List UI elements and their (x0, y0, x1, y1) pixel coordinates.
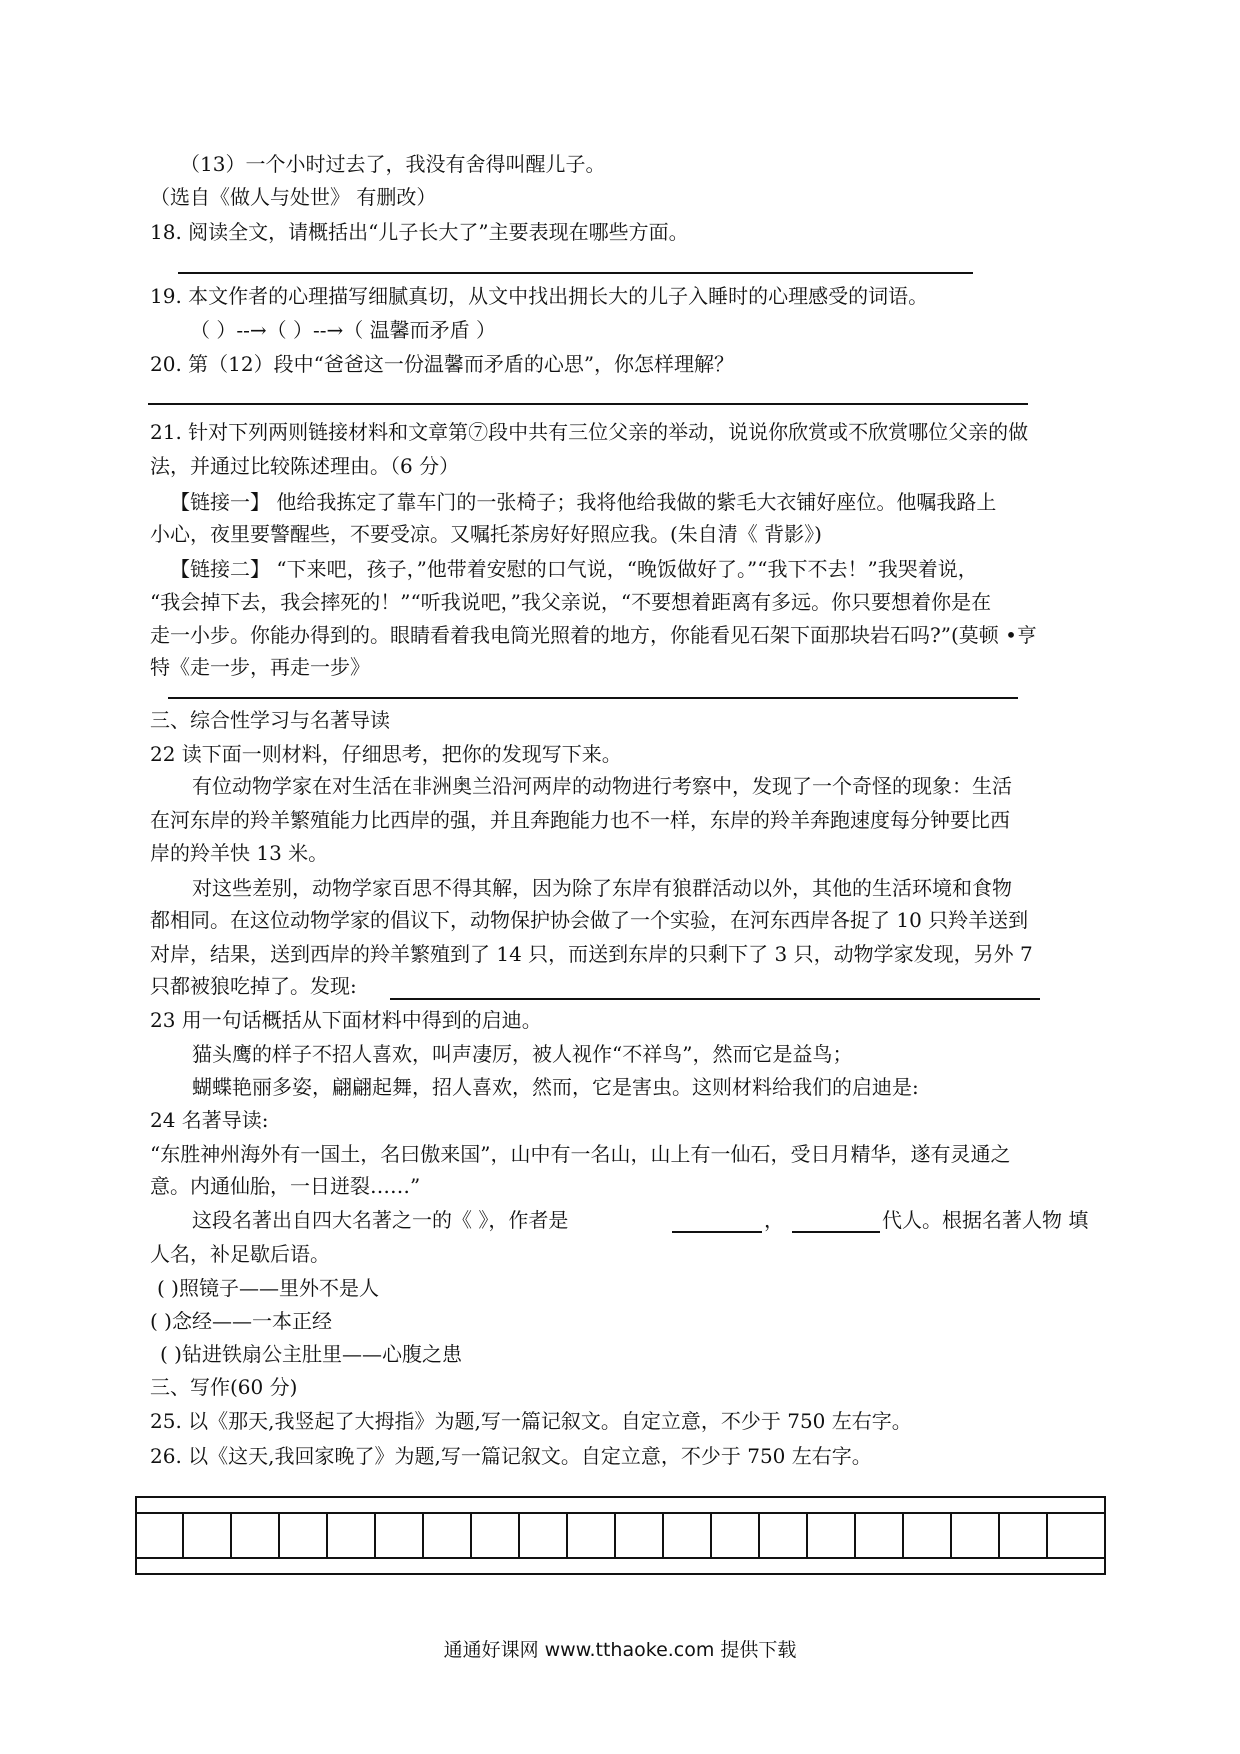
text-line: 有位动物学家在对生活在非洲奥兰沿河两岸的动物进行考察中，发现了一个奇怪的现象：生活 (192, 774, 1012, 798)
text-line: 对这些差别，动物学家百思不得其解，因为除了东岸有狼群活动以外，其他的生活环境和食物 (192, 876, 1012, 900)
link-two: 【链接二】 “下来吧，孩子，”他带着安慰的口气说，“晚饭做好了。”“我下不去！”我哭着说， (170, 557, 978, 581)
text-line: 对岸，结果，送到西岸的羚羊繁殖到了 14 只，而送到东岸的只剩下了 3 只，动物学家发现，另外 7 (150, 942, 1033, 966)
text-line: 都相同。在这位动物学家的倡议下，动物保护协会做了一个实验，在河东西岸各捉了 10 只羚羊送到 (150, 908, 1029, 932)
section-heading: 三、写作(60 分) (150, 1375, 298, 1399)
text-line: 只都被狼吃掉了。发现: (150, 974, 357, 998)
xiehouyu-2: ( )念经——一本正经 (150, 1309, 332, 1333)
answer-blank (672, 1231, 762, 1233)
question-19-blanks: （ ）--→（ ）--→（ 温馨而矛盾 ） (190, 318, 496, 342)
xiehouyu-1: ( )照镜子——里外不是人 (157, 1276, 379, 1300)
answer-blank (792, 1231, 880, 1233)
text-line: 特《走一步，再走一步》 (150, 655, 370, 679)
text-line: 代人。根据名著人物 填 (882, 1208, 1089, 1232)
text-line: 猫头鹰的样子不招人喜欢，叫声凄厉，被人视作“不祥鸟”，然而它是益鸟； (192, 1042, 853, 1066)
text-line: “东胜神州海外有一国土，名曰傲来国”，山中有一名山，山上有一仙石，受日月精华，遂有灵通之 (150, 1142, 1011, 1166)
text-line: （13）一个小时过去了，我没有舍得叫醒儿子。 (180, 152, 606, 176)
question-26: 26. 以《这天,我回家晚了》为题,写一篇记叙文。自定立意，不少于 750 左右字。 (150, 1444, 872, 1468)
text-line: ， (764, 1208, 784, 1232)
text-line: 这段名著出自四大名著之一的《 》，作者是 (192, 1208, 569, 1232)
section-heading: 三、综合性学习与名著导读 (150, 708, 390, 732)
answer-line (178, 272, 973, 274)
answer-line (168, 697, 1018, 699)
text-line: “我会掉下去，我会摔死的！”“听我说吧，”我父亲说，“不要想着距离有多远。你只要想着你是在 (150, 590, 992, 614)
question-23: 23 用一句话概括从下面材料中得到的启迪。 (150, 1008, 542, 1032)
question-20: 20. 第（12）段中“爸爸这一份温馨而矛盾的心思”，你怎样理解？ (150, 352, 735, 376)
xiehouyu-3: ( )钻进铁扇公主肚里——心腹之患 (160, 1342, 462, 1366)
text-line: 人名，补足歇后语。 (150, 1242, 330, 1266)
question-22: 22 读下面一则材料，仔细思考，把你的发现写下来。 (150, 742, 622, 766)
text-line: 小心，夜里要警醒些，不要受凉。又嘱托茶房好好照应我。(朱自清《 背影》) (150, 522, 822, 546)
text-line: 走一小步。你能办得到的。眼睛看着我电筒光照着的地方，你能看见石架下面那块岩石吗?”(莫顿 •亨 (150, 623, 1037, 647)
text-line: 在河东岸的羚羊繁殖能力比西岸的强，并且奔跑能力也不一样，东岸的羚羊奔跑速度每分钟要比西 (150, 808, 1010, 832)
footer-source: 通通好课网 www.tthaoke.com 提供下载 (443, 1639, 797, 1661)
answer-line (390, 998, 1040, 1000)
question-18: 18. 阅读全文，请概括出“儿子长大了”主要表现在哪些方面。 (150, 220, 689, 244)
text-line: 法，并通过比较陈述理由。（6 分） (150, 454, 460, 478)
link-one: 【链接一】 他给我拣定了靠车门的一张椅子；我将他给我做的紫毛大衣铺好座位。他嘱我路上 (170, 490, 997, 514)
question-24: 24 名著导读: (150, 1108, 269, 1132)
answer-line (148, 403, 1028, 405)
text-line: 岸的羚羊快 13 米。 (150, 841, 329, 865)
question-21: 21. 针对下列两则链接材料和文章第⑦段中共有三位父亲的举动，说说你欣赏或不欣赏哪位父亲的做 (150, 420, 1029, 444)
writing-grid (135, 1496, 1106, 1575)
question-25: 25. 以《那天,我竖起了大拇指》为题,写一篇记叙文。自定立意，不少于 750 左右字。 (150, 1409, 912, 1433)
text-line: 意。内通仙胎，一日迸裂……” (150, 1174, 421, 1198)
question-19: 19. 本文作者的心理描写细腻真切，从文中找出拥长大的儿子入睡时的心理感受的词语。 (150, 284, 929, 308)
source-note: （选自《做人与处世》 有删改） (150, 185, 437, 209)
text-line: 蝴蝶艳丽多姿，翩翩起舞，招人喜欢，然而，它是害虫。这则材料给我们的启迪是: (192, 1075, 919, 1099)
